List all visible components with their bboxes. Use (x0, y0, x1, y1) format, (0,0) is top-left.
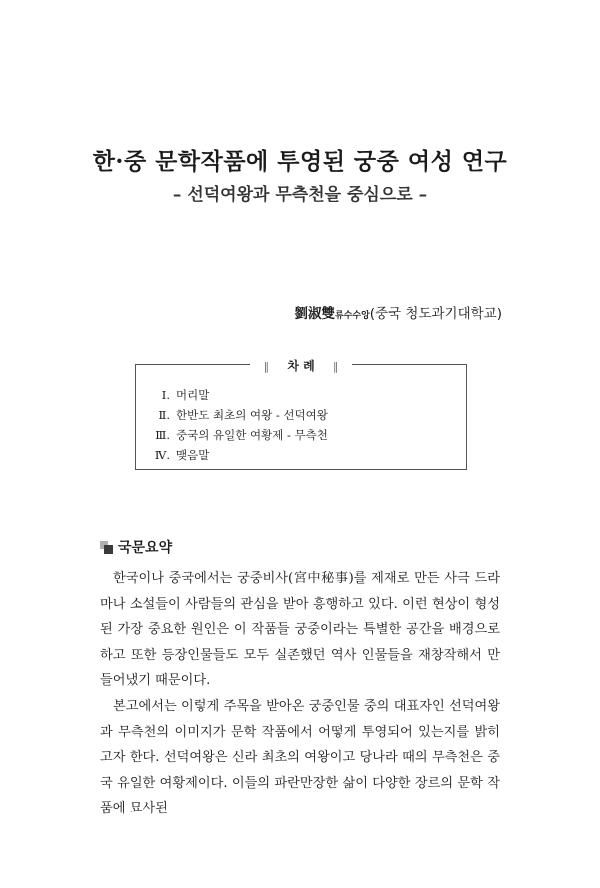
abstract-heading-text: 국문요약 (118, 540, 173, 556)
page-title: 한·중 문학작품에 투영된 궁중 여성 연구 (92, 148, 508, 175)
toc-item (148, 445, 328, 465)
toc-item-text: 머리말 (176, 388, 210, 402)
toc-list (148, 385, 328, 465)
square-bullet-icon (100, 541, 113, 554)
toc-header (136, 355, 466, 374)
author-line (295, 302, 502, 322)
toc-item-text: 맺음말 (176, 448, 210, 462)
author-affiliation: (중국 청도과기대학교) (369, 306, 502, 322)
author-reading: 류수수앙 (335, 311, 370, 321)
toc-item-text: 중국의 유일한 여황제 - 무측천 (176, 428, 328, 442)
table-of-contents (135, 359, 467, 470)
abstract-body (100, 566, 500, 822)
toc-item-text: 한반도 최초의 여왕 - 선덕여왕 (176, 408, 328, 422)
toc-item-number: Ⅰ. (161, 388, 170, 402)
toc-bar-right: ‖ (326, 360, 346, 373)
toc-item (148, 405, 328, 425)
toc-bar-left: ‖ (257, 360, 277, 373)
toc-item-number: Ⅱ. (158, 408, 170, 422)
toc-item (148, 385, 328, 405)
toc-item-number: Ⅳ. (154, 448, 170, 462)
toc-label: 차 례 (280, 359, 321, 373)
page-subtitle: – 선덕여왕과 무측천을 중심으로 – (172, 185, 428, 205)
abstract-paragraph-2: 본고에서는 이렇게 주목을 받아온 궁중인물 중의 대표자인 선덕여왕과 무측천의 이미지가 문학 작품에서 어떻게 투영되어 있는지를 밝히고자 한다. 선덕여왕은 신라 최초의 여왕이고 당나라 때의 무측천은 중국 유일한 여황제이다. 이들의 파란만장한 삶이 다양한 장르의 문학 작품에 묘사된 (100, 698, 500, 817)
toc-item (148, 425, 328, 445)
author-name: 劉淑雙 (294, 306, 336, 322)
toc-item-number: Ⅲ. (155, 428, 170, 442)
abstract-heading (100, 537, 172, 557)
abstract-paragraph-1: 한국이나 중국에서는 궁중비사(宮中秘事)를 제재로 만든 사극 드라마나 소설들이 사람들의 관심을 받아 흥행하고 있다. 이런 현상이 형성된 가장 중요한 원인은 이 작품들 궁중이라는 특별한 공간을 배경으로 하고 또한 등장인물들도 모두 실존했던 역사 인물들을 재창작해서 만들어냈기 때문이다. (100, 571, 500, 689)
